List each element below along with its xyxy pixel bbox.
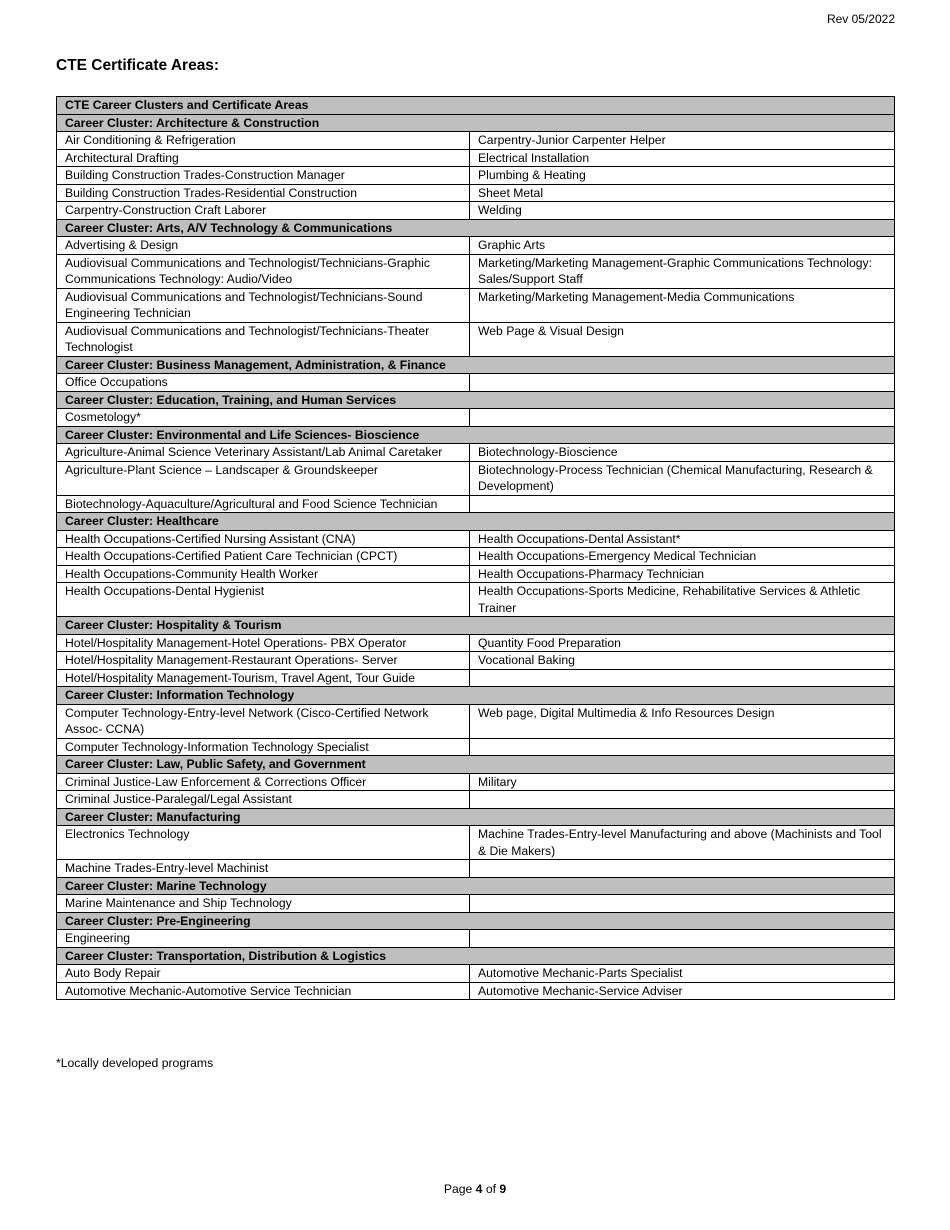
- table-body: [57, 97, 895, 1000]
- certificate-area-right: Web Page & Visual Design: [470, 322, 895, 356]
- table-row: [57, 237, 895, 255]
- table-row: [57, 860, 895, 878]
- certificate-area-right: [470, 930, 895, 948]
- table-row: [57, 322, 895, 356]
- certificate-area-right: Automotive Mechanic-Parts Specialist: [470, 965, 895, 983]
- cluster-name: Career Cluster: Business Management, Administration, & Finance: [57, 356, 895, 374]
- certificate-area-right: Military: [470, 773, 895, 791]
- table-row: [57, 202, 895, 220]
- cluster-name: Career Cluster: Healthcare: [57, 513, 895, 531]
- certificate-area-left: Audiovisual Communications and Technologist/Technicians-Graphic Communications Technology: Audio/Video: [57, 254, 470, 288]
- revision-date: Rev 05/2022: [826, 12, 895, 26]
- table-title-row: [57, 97, 895, 115]
- cluster-header-row: [57, 391, 895, 409]
- certificate-area-right: Marketing/Marketing Management-Media Communications: [470, 288, 895, 322]
- cluster-header-row: [57, 912, 895, 930]
- certificate-area-left: Advertising & Design: [57, 237, 470, 255]
- total-pages: 9: [499, 1182, 507, 1196]
- certificate-area-right: Electrical Installation: [470, 149, 895, 167]
- table-row: [57, 409, 895, 427]
- certificate-area-right: Health Occupations-Sports Medicine, Rehabilitative Services & Athletic Trainer: [470, 583, 895, 617]
- cluster-header-row: [57, 513, 895, 531]
- certificate-area-right: Sheet Metal: [470, 184, 895, 202]
- table-row: [57, 132, 895, 150]
- table-row: [57, 634, 895, 652]
- table-row: [57, 254, 895, 288]
- table-row: [57, 982, 895, 1000]
- table-row: [57, 826, 895, 860]
- certificate-area-left: Hotel/Hospitality Management-Tourism, Travel Agent, Tour Guide: [57, 669, 470, 687]
- certificate-area-right: Carpentry-Junior Carpenter Helper: [470, 132, 895, 150]
- certificate-area-right: Health Occupations-Pharmacy Technician: [470, 565, 895, 583]
- table-row: [57, 669, 895, 687]
- cluster-name: Career Cluster: Education, Training, and Human Services: [57, 391, 895, 409]
- certificate-area-right: Graphic Arts: [470, 237, 895, 255]
- page-number: [0, 1182, 950, 1196]
- certificate-area-right: Web page, Digital Multimedia & Info Resources Design: [470, 704, 895, 738]
- certificate-area-left: Machine Trades-Entry-level Machinist: [57, 860, 470, 878]
- cluster-header-row: [57, 756, 895, 774]
- table-row: [57, 565, 895, 583]
- certificate-area-left: Agriculture-Plant Science – Landscaper & Groundskeeper: [57, 461, 470, 495]
- table-row: [57, 704, 895, 738]
- certificate-area-left: Hotel/Hospitality Management-Restaurant Operations- Server: [57, 652, 470, 670]
- certificate-area-left: Computer Technology-Entry-level Network (Cisco-Certified Network Assoc- CCNA): [57, 704, 470, 738]
- cluster-name: Career Cluster: Information Technology: [57, 687, 895, 705]
- certificate-area-right: Welding: [470, 202, 895, 220]
- table-row: [57, 495, 895, 513]
- table-row: [57, 791, 895, 809]
- certificate-area-left: Audiovisual Communications and Technologist/Technicians-Sound Engineering Technician: [57, 288, 470, 322]
- certificate-area-left: Architectural Drafting: [57, 149, 470, 167]
- table-row: [57, 930, 895, 948]
- of-label: of: [485, 1182, 497, 1196]
- cluster-name: Career Cluster: Arts, A/V Technology & Communications: [57, 219, 895, 237]
- certificate-area-left: Health Occupations-Certified Patient Care Technician (CPCT): [57, 548, 470, 566]
- page-title: CTE Certificate Areas:: [56, 57, 220, 74]
- certificate-area-right: [470, 669, 895, 687]
- certificate-area-left: Office Occupations: [57, 374, 470, 392]
- certificate-area-left: Health Occupations-Community Health Worker: [57, 565, 470, 583]
- page-label: Page: [443, 1182, 473, 1196]
- certificate-area-right: Health Occupations-Dental Assistant*: [470, 530, 895, 548]
- certificate-area-left: Biotechnology-Aquaculture/Agricultural and Food Science Technician: [57, 495, 470, 513]
- certificate-area-left: Health Occupations-Certified Nursing Assistant (CNA): [57, 530, 470, 548]
- cluster-header-row: [57, 114, 895, 132]
- cluster-header-row: [57, 219, 895, 237]
- table-row: [57, 548, 895, 566]
- current-page: 4: [475, 1182, 483, 1196]
- certificate-area-right: [470, 409, 895, 427]
- certificate-area-right: Health Occupations-Emergency Medical Technician: [470, 548, 895, 566]
- certificate-area-right: Plumbing & Heating: [470, 167, 895, 185]
- certificate-area-left: Carpentry-Construction Craft Laborer: [57, 202, 470, 220]
- certificate-area-right: Automotive Mechanic-Service Adviser: [470, 982, 895, 1000]
- certificate-area-right: [470, 860, 895, 878]
- certificate-area-right: [470, 895, 895, 913]
- certificate-area-left: Agriculture-Animal Science Veterinary Assistant/Lab Animal Caretaker: [57, 444, 470, 462]
- table-row: [57, 288, 895, 322]
- certificate-area-right: [470, 791, 895, 809]
- certificate-area-left: Air Conditioning & Refrigeration: [57, 132, 470, 150]
- certificate-area-left: Marine Maintenance and Ship Technology: [57, 895, 470, 913]
- table-row: [57, 965, 895, 983]
- cluster-header-row: [57, 877, 895, 895]
- certificate-area-right: [470, 738, 895, 756]
- cluster-header-row: [57, 356, 895, 374]
- cte-clusters-table: [56, 96, 895, 1000]
- cluster-name: Career Cluster: Transportation, Distribution & Logistics: [57, 947, 895, 965]
- certificate-area-left: Computer Technology-Information Technology Specialist: [57, 738, 470, 756]
- cluster-header-row: [57, 426, 895, 444]
- certificate-area-right: Machine Trades-Entry-level Manufacturing and above (Machinists and Tool & Die Makers): [470, 826, 895, 860]
- cluster-name: Career Cluster: Marine Technology: [57, 877, 895, 895]
- table-row: [57, 652, 895, 670]
- cluster-header-row: [57, 808, 895, 826]
- certificate-area-left: Cosmetology*: [57, 409, 470, 427]
- certificate-area-right: Quantity Food Preparation: [470, 634, 895, 652]
- certificate-area-left: Building Construction Trades-Construction Manager: [57, 167, 470, 185]
- certificate-area-left: Criminal Justice-Paralegal/Legal Assistant: [57, 791, 470, 809]
- table-row: [57, 738, 895, 756]
- table-row: [57, 167, 895, 185]
- certificate-area-left: Audiovisual Communications and Technologist/Technicians-Theater Technologist: [57, 322, 470, 356]
- table-title: CTE Career Clusters and Certificate Areas: [57, 97, 895, 115]
- cluster-header-row: [57, 947, 895, 965]
- footnote: *Locally developed programs: [56, 1056, 214, 1070]
- table-row: [57, 444, 895, 462]
- table-row: [57, 530, 895, 548]
- cluster-name: Career Cluster: Law, Public Safety, and Government: [57, 756, 895, 774]
- table-row: [57, 184, 895, 202]
- cluster-name: Career Cluster: Hospitality & Tourism: [57, 617, 895, 635]
- table-row: [57, 374, 895, 392]
- certificate-area-left: Engineering: [57, 930, 470, 948]
- table-row: [57, 895, 895, 913]
- cluster-name: Career Cluster: Environmental and Life Sciences- Bioscience: [57, 426, 895, 444]
- cluster-header-row: [57, 617, 895, 635]
- certificate-area-left: Auto Body Repair: [57, 965, 470, 983]
- certificate-area-left: Criminal Justice-Law Enforcement & Corrections Officer: [57, 773, 470, 791]
- certificate-area-left: Automotive Mechanic-Automotive Service Technician: [57, 982, 470, 1000]
- table-row: [57, 149, 895, 167]
- certificate-area-left: Hotel/Hospitality Management-Hotel Operations- PBX Operator: [57, 634, 470, 652]
- certificate-area-right: [470, 495, 895, 513]
- certificate-area-left: Health Occupations-Dental Hygienist: [57, 583, 470, 617]
- cluster-header-row: [57, 687, 895, 705]
- certificate-area-right: [470, 374, 895, 392]
- table-row: [57, 583, 895, 617]
- table-row: [57, 461, 895, 495]
- table-row: [57, 773, 895, 791]
- certificate-area-right: Biotechnology-Process Technician (Chemical Manufacturing, Research & Development): [470, 461, 895, 495]
- certificate-area-right: Marketing/Marketing Management-Graphic Communications Technology: Sales/Support Staff: [470, 254, 895, 288]
- certificate-area-left: Electronics Technology: [57, 826, 470, 860]
- cluster-name: Career Cluster: Manufacturing: [57, 808, 895, 826]
- certificate-area-left: Building Construction Trades-Residential Construction: [57, 184, 470, 202]
- certificate-area-right: Vocational Baking: [470, 652, 895, 670]
- certificate-area-right: Biotechnology-Bioscience: [470, 444, 895, 462]
- cluster-name: Career Cluster: Pre-Engineering: [57, 912, 895, 930]
- cluster-name: Career Cluster: Architecture & Construction: [57, 114, 895, 132]
